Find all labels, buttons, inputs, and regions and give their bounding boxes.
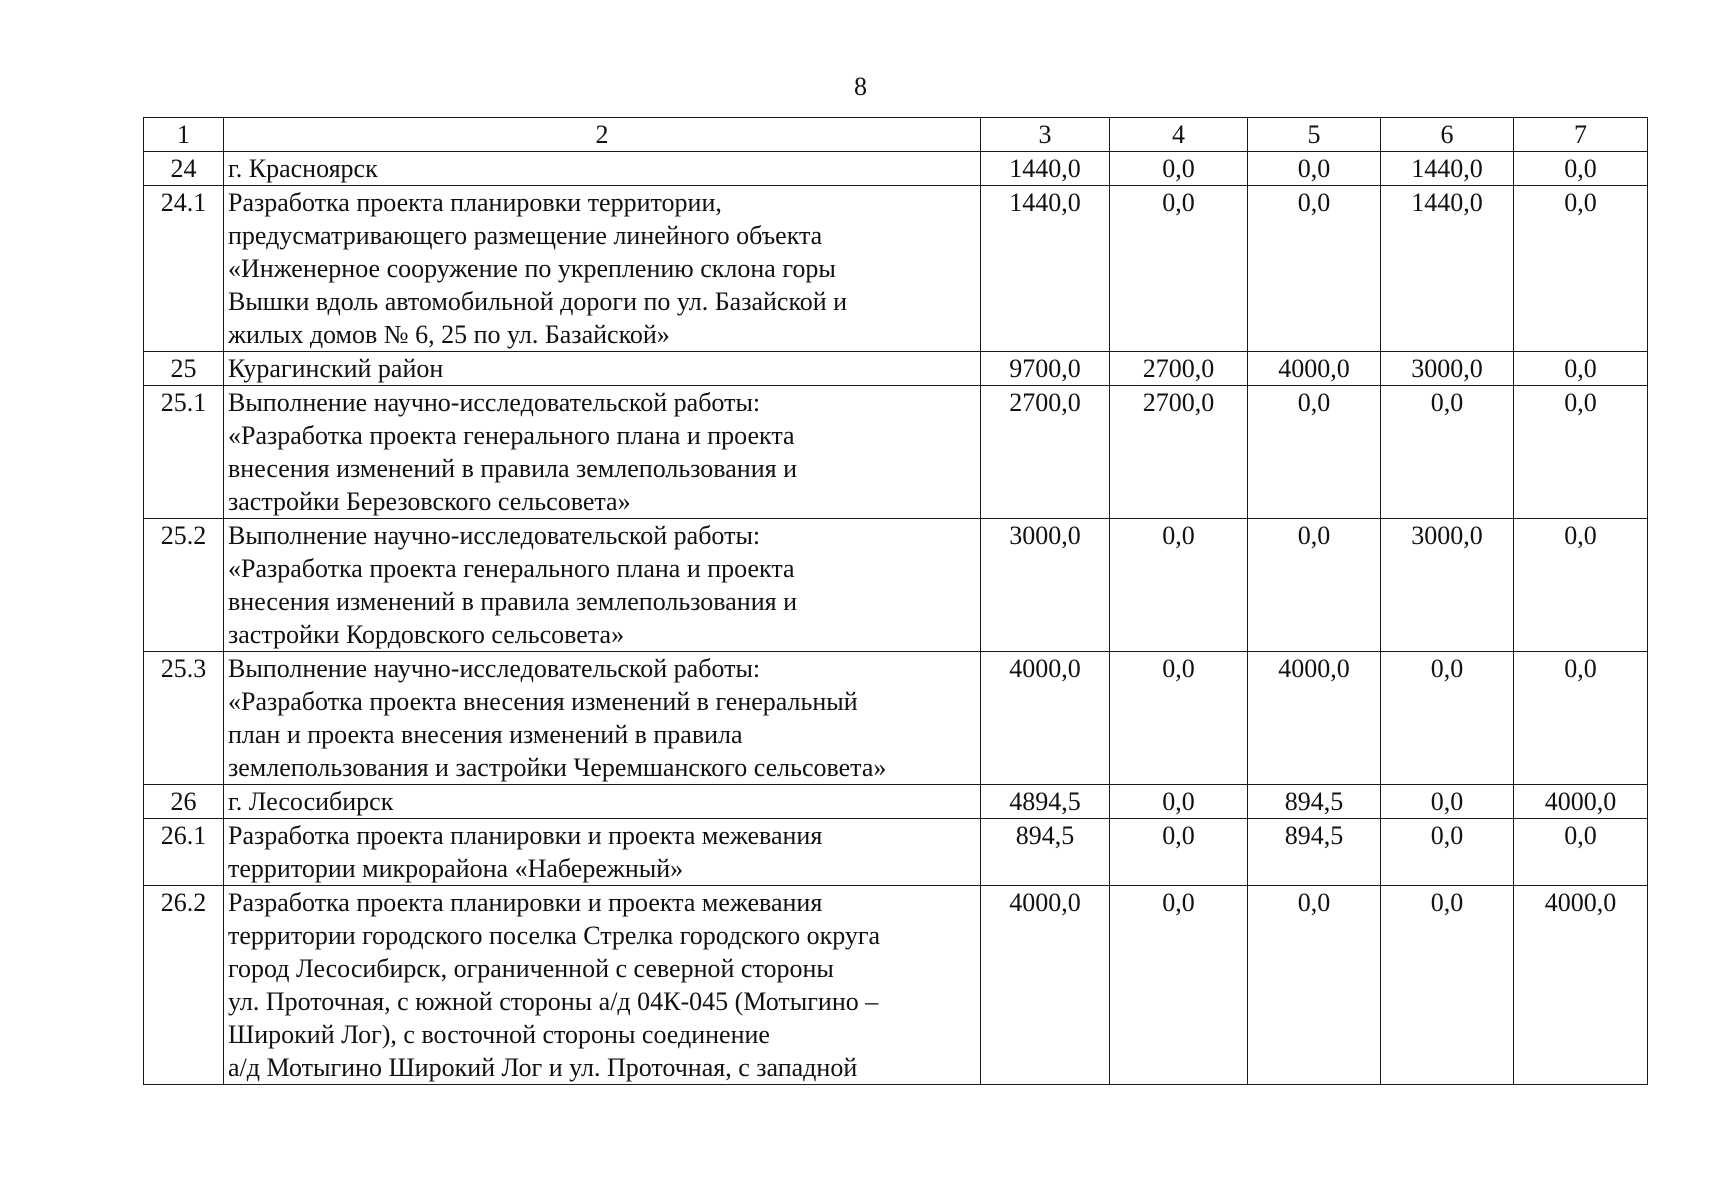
header-cell: 4 [1110,118,1248,152]
table-row [144,785,1648,819]
row-number-cell: 26.1 [144,819,224,886]
row-name-cell [224,152,981,186]
table-row [144,186,1648,352]
value-cell-col-4: 0,0 [1110,886,1248,1085]
table-row [144,519,1648,652]
row-name-cell [224,886,981,1085]
row-name-cell [224,652,981,785]
page-number: 8 [854,72,867,101]
value-cell-col-7: 0,0 [1514,152,1648,186]
value-cell-col-4: 0,0 [1110,785,1248,819]
header-cell: 5 [1248,118,1381,152]
row-number-cell: 25.2 [144,519,224,652]
row-name-line: землепользования и застройки Черемшанского сельсовета» [228,753,887,782]
row-name-line: г. Лесосибирск [228,787,394,816]
table-row [144,352,1648,386]
table-row [144,819,1648,886]
row-name-line: Выполнение научно-исследовательской работы: [228,521,761,550]
header-cell: 2 [224,118,981,152]
row-name-line: Выполнение научно-исследовательской работы: [228,654,761,683]
value-cell-col-5: 4000,0 [1248,352,1381,386]
row-name-line: а/д Мотыгино Широкий Лог и ул. Проточная, с западной [228,1053,858,1082]
row-name-cell [224,186,981,352]
value-cell-col-3: 2700,0 [981,386,1110,519]
row-number-cell: 24.1 [144,186,224,352]
value-cell-col-5: 0,0 [1248,186,1381,352]
value-cell-col-5: 0,0 [1248,152,1381,186]
value-cell-col-7: 0,0 [1514,652,1648,785]
row-name-cell [224,819,981,886]
value-cell-col-6: 3000,0 [1381,352,1514,386]
value-cell-col-3: 4894,5 [981,785,1110,819]
table-body [144,118,1648,1085]
row-name-line: Разработка проекта планировки и проекта межевания [228,821,823,850]
header-cell: 3 [981,118,1110,152]
table-row [144,652,1648,785]
value-cell-col-7: 0,0 [1514,352,1648,386]
value-cell-col-4: 0,0 [1110,152,1248,186]
row-name-line: Вышки вдоль автомобильной дороги по ул. Базайской и [228,287,848,316]
row-name-line: территории микрорайона «Набережный» [228,854,684,883]
row-name-line: жилых домов № 6, 25 по ул. Базайской» [228,320,670,349]
value-cell-col-5: 894,5 [1248,785,1381,819]
value-cell-col-6: 1440,0 [1381,186,1514,352]
table-row [144,152,1648,186]
value-cell-col-6: 0,0 [1381,386,1514,519]
value-cell-col-6: 0,0 [1381,819,1514,886]
row-name-cell [224,785,981,819]
value-cell-col-7: 4000,0 [1514,886,1648,1085]
value-cell-col-6: 0,0 [1381,785,1514,819]
value-cell-col-4: 2700,0 [1110,386,1248,519]
header-cell: 1 [144,118,224,152]
row-name-line: Разработка проекта планировки и проекта межевания [228,888,823,917]
row-number-cell: 25.1 [144,386,224,519]
value-cell-col-7: 0,0 [1514,386,1648,519]
value-cell-col-4: 2700,0 [1110,352,1248,386]
header-cell: 7 [1514,118,1648,152]
budget-table [143,117,1648,1085]
row-name-line: застройки Кордовского сельсовета» [228,620,625,649]
value-cell-col-6: 3000,0 [1381,519,1514,652]
value-cell-col-6: 0,0 [1381,886,1514,1085]
value-cell-col-3: 9700,0 [981,352,1110,386]
value-cell-col-5: 894,5 [1248,819,1381,886]
value-cell-col-5: 0,0 [1248,386,1381,519]
row-name-line: внесения изменений в правила землепользования и [228,587,797,616]
value-cell-col-4: 0,0 [1110,519,1248,652]
value-cell-col-7: 0,0 [1514,819,1648,886]
value-cell-col-4: 0,0 [1110,652,1248,785]
table-row [144,386,1648,519]
value-cell-col-5: 0,0 [1248,519,1381,652]
value-cell-col-3: 1440,0 [981,186,1110,352]
row-name-line: «Инженерное сооружение по укреплению склона горы [228,254,836,283]
row-name-line: территории городского поселка Стрелка городского округа [228,921,881,950]
row-name-cell [224,352,981,386]
value-cell-col-7: 0,0 [1514,519,1648,652]
value-cell-col-3: 4000,0 [981,652,1110,785]
row-name-line: Курагинский район [228,354,444,383]
value-cell-col-5: 4000,0 [1248,652,1381,785]
row-number-cell: 26.2 [144,886,224,1085]
value-cell-col-5: 0,0 [1248,886,1381,1085]
row-number-cell: 26 [144,785,224,819]
header-cell: 6 [1381,118,1514,152]
row-number-cell: 25 [144,352,224,386]
row-number-cell: 25.3 [144,652,224,785]
value-cell-col-6: 1440,0 [1381,152,1514,186]
row-name-cell [224,519,981,652]
value-cell-col-3: 894,5 [981,819,1110,886]
header-row [144,118,1648,152]
row-name-line: Выполнение научно-исследовательской работы: [228,388,761,417]
row-name-line: «Разработка проекта генерального плана и проекта [228,554,795,583]
row-name-line: г. Красноярск [228,154,378,183]
row-name-line: план и проекта внесения изменений в правила [228,720,743,749]
value-cell-col-3: 3000,0 [981,519,1110,652]
row-name-line: внесения изменений в правила землепользования и [228,454,797,483]
row-name-line: предусматривающего размещение линейного объекта [228,221,823,250]
row-number-cell: 24 [144,152,224,186]
value-cell-col-6: 0,0 [1381,652,1514,785]
value-cell-col-3: 4000,0 [981,886,1110,1085]
value-cell-col-4: 0,0 [1110,819,1248,886]
value-cell-col-7: 0,0 [1514,186,1648,352]
value-cell-col-7: 4000,0 [1514,785,1648,819]
row-name-line: город Лесосибирск, ограниченной с северной стороны [228,954,834,983]
value-cell-col-4: 0,0 [1110,186,1248,352]
row-name-line: «Разработка проекта внесения изменений в генеральный [228,687,858,716]
row-name-line: Разработка проекта планировки территории, [228,188,722,217]
row-name-cell [224,386,981,519]
row-name-line: Широкий Лог), с восточной стороны соединение [228,1020,770,1049]
row-name-line: «Разработка проекта генерального плана и проекта [228,421,795,450]
row-name-line: застройки Березовского сельсовета» [228,487,631,516]
table-row [144,886,1648,1085]
row-name-line: ул. Проточная, с южной стороны а/д 04К-045 (Мотыгино – [228,987,879,1016]
value-cell-col-3: 1440,0 [981,152,1110,186]
